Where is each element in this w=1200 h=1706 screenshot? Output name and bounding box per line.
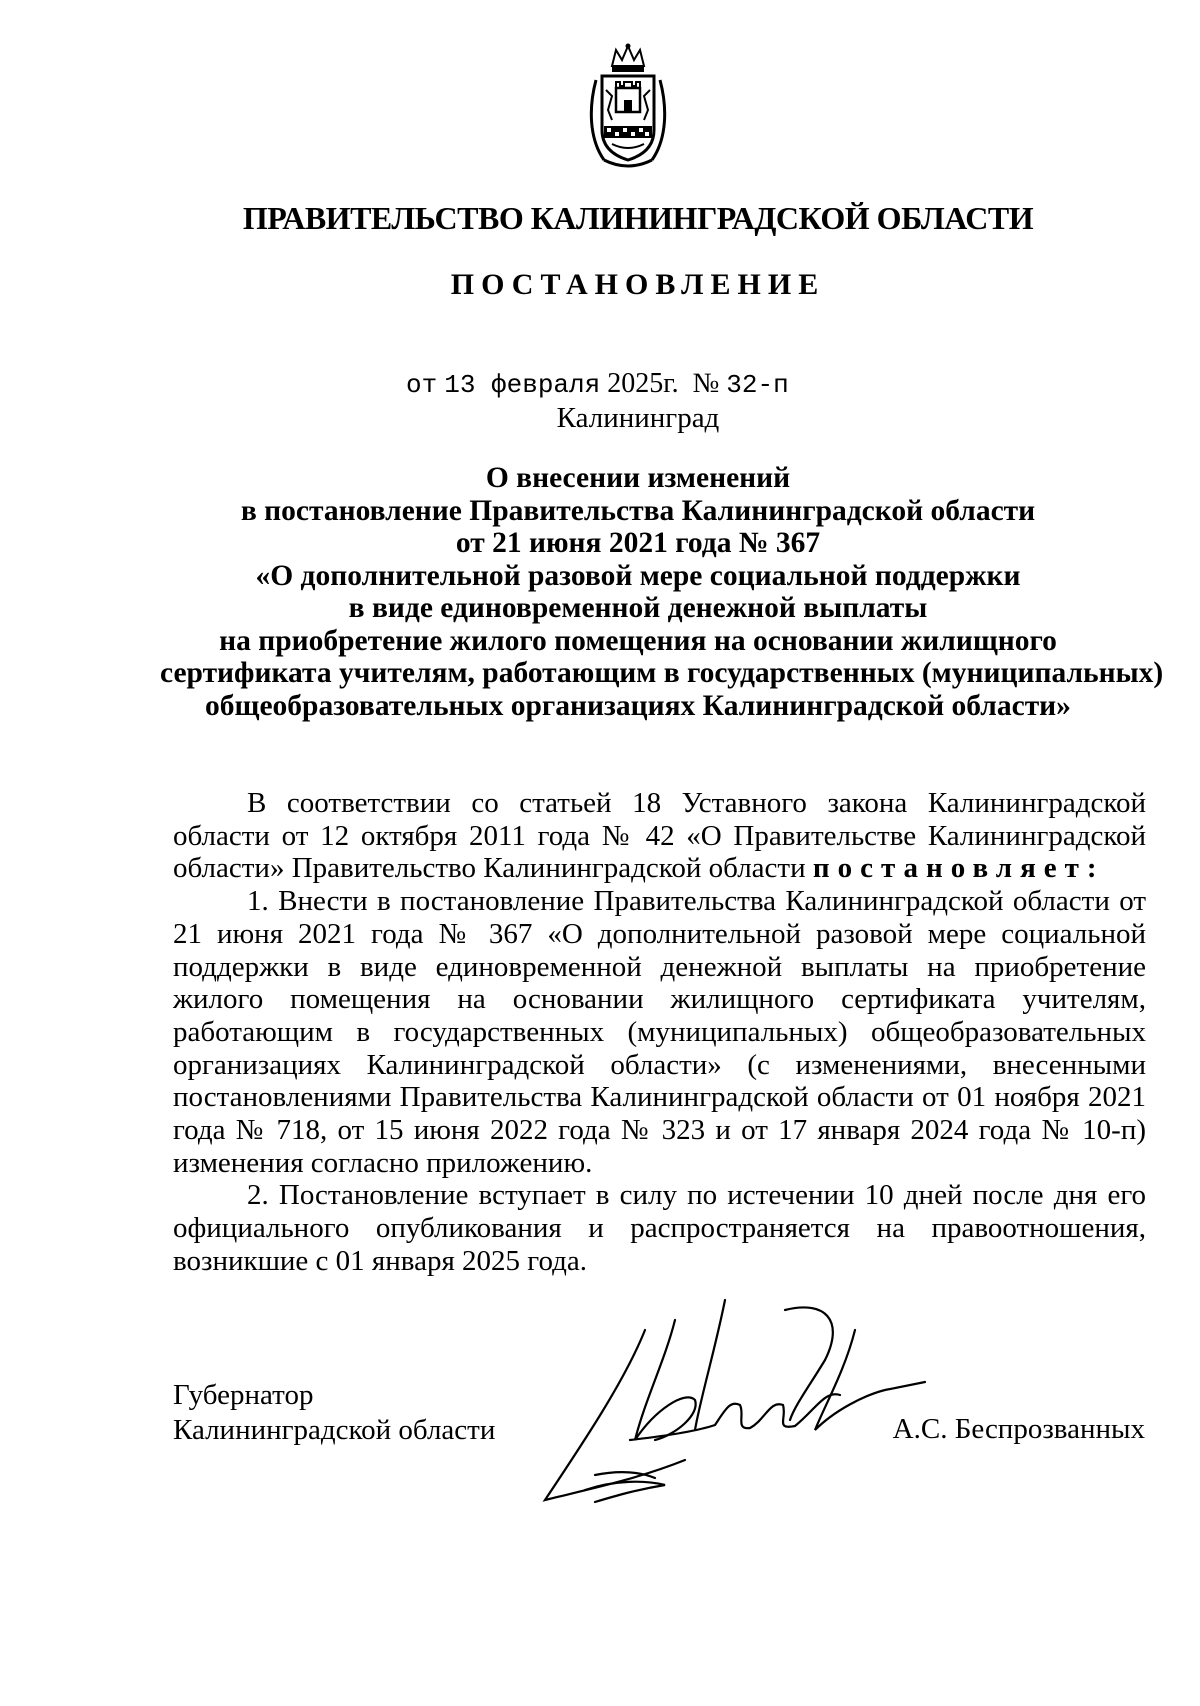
government-title: ПРАВИТЕЛЬСТВО КАЛИНИНГРАДСКОЙ ОБЛАСТИ bbox=[242, 200, 1034, 236]
subject-line: О внесении изменений bbox=[485, 462, 791, 494]
signatory-title bbox=[173, 1378, 495, 1448]
document-subject bbox=[160, 462, 1164, 722]
preamble-text: В соответствии со статьей 18 Уставного закона Калининградской области от 12 октября 2011 года № 42 «О Правительстве Калининградской области» Правительство Калининградской области bbox=[173, 787, 1146, 885]
resolves-word: постановляет: bbox=[812, 852, 1105, 885]
date-prefix: от bbox=[406, 370, 438, 400]
signatory-title-line-1: Губернатор bbox=[173, 1379, 314, 1411]
subject-line: в виде единовременной денежной выплаты bbox=[348, 592, 928, 624]
handwritten-signature bbox=[525, 1290, 945, 1520]
subject-line: сертификата учителям, работающим в государственных (муниципальных) bbox=[160, 657, 1164, 689]
subject-line: от 21 июня 2021 года № 367 bbox=[455, 527, 821, 559]
number-label: № bbox=[692, 368, 720, 399]
document-type: ПОСТАНОВЛЕНИЕ bbox=[450, 268, 826, 301]
item-2-paragraph: 2. Постановление вступает в силу по истечении 10 дней после дня его официального опубликования и распространяется на правоотношения, возникшие с 01 января 2025 года. bbox=[173, 1179, 1146, 1277]
date-number-line bbox=[406, 368, 789, 400]
signatory-title-line-2: Калининградской области bbox=[173, 1414, 496, 1446]
document-number: 32-п bbox=[726, 370, 789, 400]
subject-line: на приобретение жилого помещения на основании жилищного bbox=[219, 624, 1057, 657]
year-suffix: г. bbox=[663, 368, 679, 399]
document-date: 13 февраля bbox=[444, 370, 601, 400]
document-year: 2025 bbox=[607, 368, 664, 399]
coat-of-arms-emblem bbox=[582, 40, 674, 174]
subject-line: в постановление Правительства Калининградской области bbox=[240, 494, 1036, 527]
signatory-name: А.С. Беспрозванных bbox=[892, 1413, 1145, 1445]
document-city: Калининград bbox=[556, 402, 720, 434]
subject-line: общеобразовательных организациях Калининградской области» bbox=[205, 689, 1071, 722]
document-body bbox=[173, 787, 1146, 1278]
preamble-paragraph bbox=[173, 787, 1146, 885]
item-1-paragraph: 1. Внести в постановление Правительства Калининградской области от 21 июня 2021 года № 367 «О дополнительной разовой мере социальной поддержки в виде единовременной денежной выплаты на приобретение жилого помещения на основании жилищного сертификата учителям, работающим в государственных (муниципальных) общеобразовательных организациях Калининградской области» (с изменениями, внесенными постановлениями Правительства Калининградской области от 01 ноября 2021 года № 718, от 15 июня 2022 года № 323 и от 17 января 2024 года № 10-п) изменения согласно приложению. bbox=[173, 885, 1146, 1179]
subject-line: «О дополнительной разовой мере социальной поддержки bbox=[255, 559, 1021, 592]
